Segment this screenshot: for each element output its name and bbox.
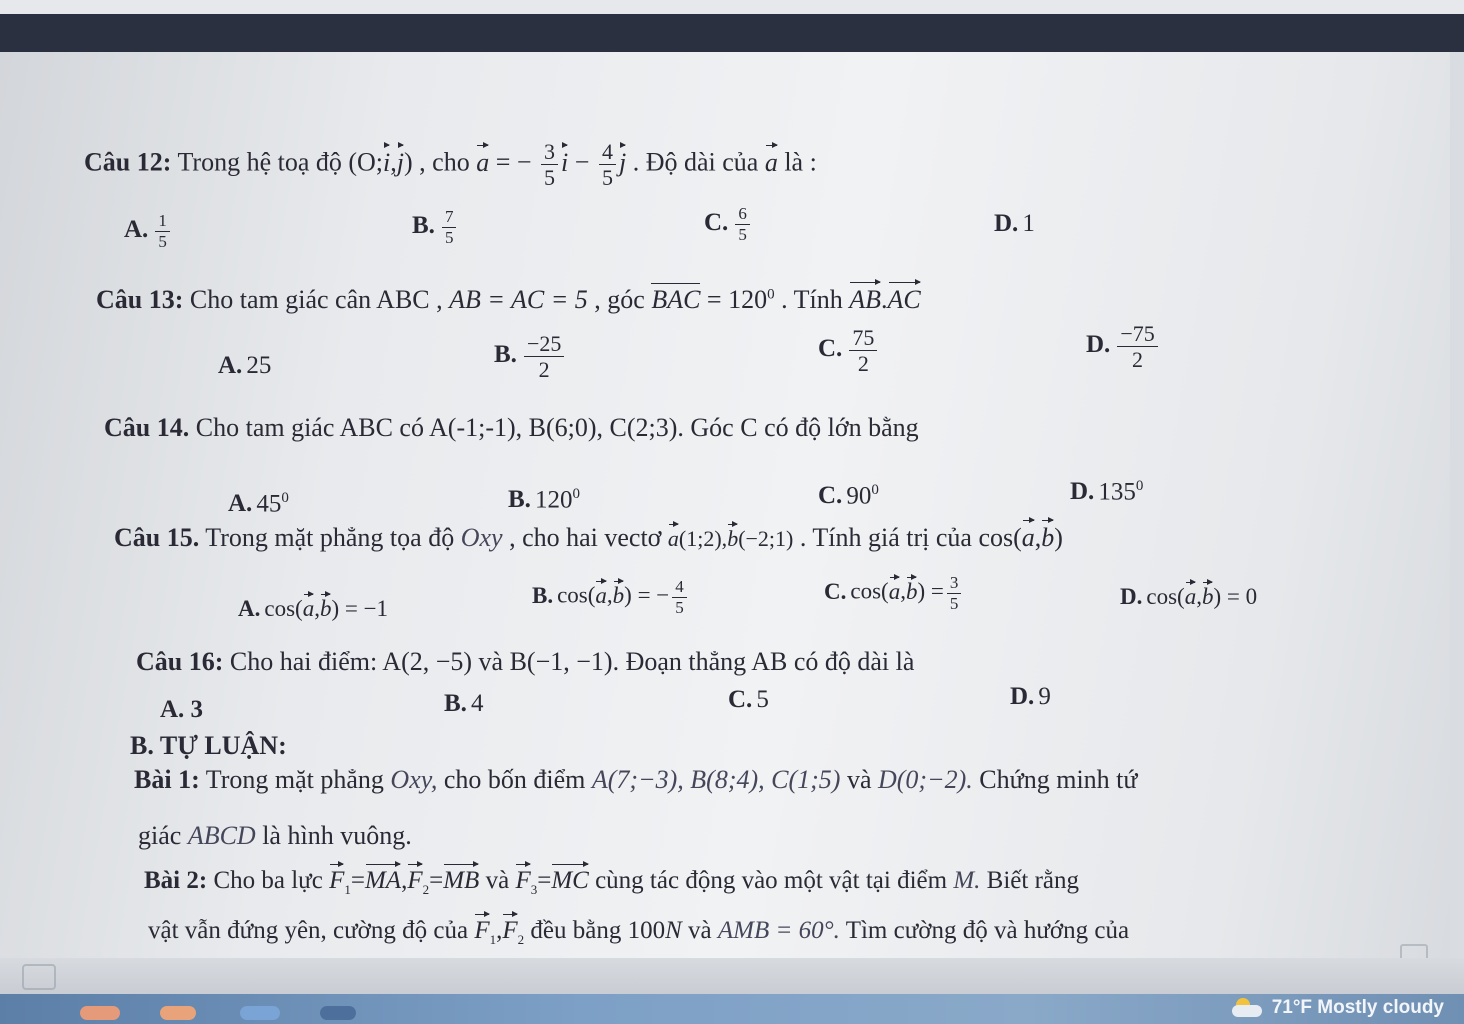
partly-cloudy-icon	[1232, 998, 1262, 1018]
vector-b: b	[1201, 584, 1214, 609]
option-value: ) = −1	[331, 596, 389, 621]
option-value: ) = 0	[1213, 584, 1258, 609]
question-text: , cho hai vectơ	[509, 523, 662, 552]
exercise-text: Cho ba lực	[213, 867, 323, 894]
cos-open: cos(	[264, 596, 303, 621]
question-text: . Tính giá trị của	[799, 523, 972, 552]
subscript: 1	[344, 882, 351, 897]
option-value: 4	[470, 690, 484, 717]
exercise-text: giác	[138, 821, 182, 850]
vector-j: j	[396, 147, 405, 177]
taskbar	[0, 994, 1464, 1024]
q14-option-d[interactable]	[1070, 478, 1143, 506]
q12-option-c[interactable]	[704, 205, 753, 244]
option-value: 25	[246, 352, 272, 379]
exercise-text: Biết rằng	[986, 867, 1079, 894]
option-value: 5	[756, 686, 769, 713]
numerator: 3	[541, 140, 558, 165]
force-f1: F	[474, 917, 490, 944]
degree-mark: 0	[281, 490, 289, 506]
option-label: B.	[412, 212, 435, 240]
exercise-label: Bài 2:	[144, 867, 208, 894]
q14-option-c[interactable]	[818, 482, 879, 510]
exercise-1-line-2	[138, 820, 412, 851]
cos-open: cos(	[1146, 584, 1185, 609]
option-label: C.	[704, 209, 729, 237]
q12-option-b[interactable]	[412, 208, 459, 247]
question-13	[96, 284, 921, 315]
degree-mark: 0	[871, 482, 879, 498]
denominator: 5	[444, 227, 454, 247]
vector-b: b	[612, 582, 625, 608]
fraction	[947, 574, 962, 613]
minus-sign: −	[574, 147, 590, 177]
comma: ,	[390, 147, 397, 177]
numerator: 7	[442, 208, 457, 228]
vector-a: a	[764, 147, 778, 177]
denominator: 5	[601, 165, 613, 191]
vector-a: a	[595, 582, 607, 608]
option-label: D.	[1086, 331, 1111, 359]
fraction	[599, 140, 616, 189]
quadrilateral-name: ABCD	[187, 821, 256, 850]
numerator: 1	[155, 212, 170, 232]
fraction	[672, 578, 687, 617]
comma: ,	[1034, 523, 1042, 552]
equals-sign: =	[350, 867, 365, 894]
point-m: M.	[953, 867, 981, 894]
comma: ,	[606, 582, 613, 608]
force-f2: F	[502, 917, 518, 944]
vector-a-coords: (1;2),	[678, 526, 728, 551]
q13-option-b[interactable]	[494, 332, 567, 381]
fraction	[1117, 322, 1157, 371]
vector-b-coords: (−2;1)	[738, 526, 794, 551]
dot-product: .	[881, 285, 888, 314]
force-f2: F	[407, 867, 423, 894]
comma: ,	[496, 917, 503, 944]
vector-a: a	[1021, 523, 1035, 552]
points-list: A(7;−3), B(8;4), C(1;5)	[591, 765, 841, 794]
exercise-2-line-1	[144, 866, 1079, 898]
question-text: . Độ dài của	[632, 147, 759, 177]
vector-definitions	[668, 526, 793, 551]
vector-i: i	[383, 147, 391, 177]
q13-option-c[interactable]	[818, 326, 880, 375]
cos-close: )	[1054, 523, 1063, 552]
numerator: 75	[849, 326, 877, 351]
equals-sign: =	[537, 867, 552, 894]
numerator: 6	[735, 205, 750, 225]
exercise-2-line-2	[148, 916, 1129, 948]
question-label: Câu 15.	[114, 523, 200, 552]
denominator: 5	[738, 224, 747, 244]
comma: ,	[401, 867, 408, 894]
exercise-text: và	[688, 917, 712, 944]
coordinate-system: Oxy,	[390, 765, 438, 794]
q16-option-c[interactable]	[728, 686, 769, 714]
q16-option-a[interactable]	[160, 696, 207, 724]
subscript: 2	[422, 882, 430, 897]
vector-a: a	[888, 578, 901, 604]
fraction	[541, 140, 558, 189]
question-label: Câu 14.	[104, 413, 190, 442]
option-label: B.	[508, 486, 531, 514]
option-label: A.	[124, 216, 149, 244]
q15-option-b[interactable]	[532, 578, 690, 617]
vector-a: a	[667, 526, 679, 551]
option-label: D.	[1010, 683, 1035, 710]
force-f1: F	[329, 867, 345, 894]
point-d: D(0;−2).	[878, 765, 973, 794]
vector-a: a	[476, 147, 490, 177]
question-14	[104, 412, 919, 443]
denominator: 2	[1132, 347, 1144, 373]
denominator: 2	[857, 351, 869, 377]
fraction	[849, 326, 877, 375]
frame-open: (O;	[348, 147, 384, 177]
option-label: C.	[818, 482, 843, 510]
q16-option-d[interactable]	[1010, 683, 1051, 711]
vector-b: b	[727, 526, 739, 551]
comma: ,	[1196, 584, 1202, 609]
denominator: 2	[538, 357, 550, 383]
question-text: . Tính	[781, 285, 843, 314]
comma: ,	[314, 596, 320, 621]
option-value: 135	[1098, 478, 1136, 506]
option-label: A.	[228, 490, 253, 518]
option-label: D.	[1070, 478, 1095, 506]
equals-sign: = −	[495, 147, 532, 177]
question-text: Trong mặt phẳng tọa độ	[205, 523, 455, 552]
question-text: , góc	[594, 285, 645, 314]
degree-mark: 0	[572, 486, 580, 502]
option-label: C.	[818, 335, 843, 363]
exercise-text: đều bằng 100	[530, 917, 666, 944]
question-text: Trong hệ toạ độ	[177, 147, 342, 177]
option-label: B.	[444, 690, 467, 717]
q13-option-d[interactable]	[1086, 322, 1161, 371]
taskbar-app-icon[interactable]	[80, 1006, 120, 1020]
coordinate-system: Oxy	[460, 523, 503, 552]
corner-window-icon[interactable]	[22, 964, 56, 990]
option-label: A.	[238, 596, 261, 621]
option-label: A.	[218, 352, 243, 379]
vector-a: a	[302, 596, 315, 621]
q16-option-b[interactable]	[444, 690, 483, 718]
question-16	[136, 646, 914, 677]
subscript: 1	[489, 932, 497, 947]
denominator: 5	[949, 593, 959, 613]
numerator: −25	[524, 332, 564, 357]
exercise-text: cùng tác động vào một vật tại điểm	[595, 867, 948, 894]
exercise-label: Bài 1:	[134, 765, 200, 794]
question-text: Cho hai điểm: A(2, −5) và B(−1, −1). Đoạn thẳng AB có độ dài là	[229, 647, 915, 676]
option-label: D.	[994, 210, 1019, 237]
option-label: B.	[532, 582, 554, 608]
option-label: B.	[494, 341, 517, 369]
vector-j: j	[618, 147, 627, 177]
cos-open: cos(	[978, 523, 1022, 552]
exercise-text: và	[846, 765, 872, 794]
subscript: 3	[530, 882, 538, 897]
angle-amb: AMB = 60°.	[717, 917, 840, 944]
question-text: ) , cho	[404, 147, 470, 177]
unit-newton: N	[665, 917, 682, 944]
fraction	[442, 208, 457, 247]
force-f3: F	[515, 867, 531, 894]
option-value: 45	[256, 490, 282, 518]
exercise-text: Trong mặt phẳng	[205, 765, 384, 794]
question-label: Câu 12:	[84, 147, 172, 177]
numerator: −75	[1117, 322, 1157, 347]
vector-i: i	[561, 147, 569, 177]
vector-ma: MA	[364, 867, 402, 894]
cos-open: cos(	[557, 582, 596, 608]
q15-option-c[interactable]	[824, 574, 964, 613]
denominator: 5	[675, 597, 684, 617]
bottom-strip	[0, 958, 1464, 994]
q12-option-a[interactable]	[124, 212, 173, 251]
exercise-text: và	[485, 867, 510, 894]
cos-open: cos(	[850, 578, 889, 604]
question-label: Câu 13:	[96, 285, 184, 314]
numerator: 4	[672, 578, 687, 598]
exercise-text: Chứng minh tứ	[979, 765, 1138, 794]
vector-ab: AB	[849, 285, 881, 314]
taskbar-app-icon[interactable]	[240, 1006, 280, 1020]
numerator: 3	[947, 574, 962, 594]
taskbar-app-icon[interactable]	[160, 1006, 196, 1020]
vector-b: b	[319, 596, 332, 621]
q14-option-a[interactable]	[228, 490, 289, 518]
fraction	[735, 205, 750, 244]
q14-option-b[interactable]	[508, 486, 580, 514]
comma: ,	[900, 578, 906, 604]
q15-option-d[interactable]	[1120, 584, 1257, 610]
option-value: ) = −	[624, 582, 670, 608]
exercise-text: cho bốn điểm	[443, 765, 586, 794]
equation: AB = AC = 5	[449, 285, 588, 314]
angle-bac: BAC	[651, 285, 701, 314]
option-value: 9	[1038, 683, 1051, 710]
exercise-text: là hình vuông.	[262, 821, 412, 850]
q13-option-a[interactable]	[218, 352, 271, 380]
weather-text: 71°F Mostly cloudy	[1271, 997, 1444, 1018]
exercise-text: Tìm cường độ và hướng của	[845, 917, 1130, 944]
weather-widget[interactable]	[1232, 997, 1444, 1019]
question-label: Câu 16:	[136, 647, 224, 676]
option-value: ) =	[917, 578, 944, 604]
vector-mb: MB	[443, 867, 480, 894]
option-value: 1	[1022, 210, 1035, 237]
exercise-text: vật vẫn đứng yên, cường độ của	[148, 917, 469, 944]
question-text: Cho tam giác cân ABC ,	[189, 285, 443, 314]
angle-value: = 120	[706, 285, 768, 314]
fraction	[524, 332, 564, 381]
equals-sign: =	[429, 867, 444, 894]
vector-mc: MC	[551, 867, 589, 894]
option-label: C.	[824, 578, 847, 604]
vector-ac: AC	[887, 285, 921, 314]
option-label: A. 3	[160, 696, 204, 723]
q15-option-a[interactable]	[238, 596, 388, 622]
question-15	[114, 522, 1063, 553]
option-value: 120	[534, 486, 573, 514]
degree-mark: 0	[767, 286, 775, 303]
fraction	[155, 212, 170, 251]
vector-a: a	[1184, 584, 1197, 609]
option-label: C.	[728, 686, 753, 713]
section-heading: B. TỰ LUẬN:	[130, 731, 287, 760]
numerator: 4	[599, 140, 616, 165]
option-value: 90	[846, 482, 872, 510]
q12-option-d[interactable]	[994, 210, 1035, 238]
top-border	[0, 0, 1464, 52]
question-12	[84, 140, 817, 189]
denominator: 5	[544, 165, 556, 191]
taskbar-app-icon[interactable]	[320, 1006, 356, 1020]
denominator: 5	[158, 231, 167, 251]
option-label: D.	[1120, 584, 1143, 609]
degree-mark: 0	[1135, 478, 1144, 494]
vector-b: b	[905, 578, 918, 604]
question-text: là :	[784, 147, 817, 177]
subscript: 2	[517, 932, 525, 947]
vector-b: b	[1041, 523, 1055, 552]
exercise-1-line-1	[134, 764, 1138, 795]
question-text: Cho tam giác ABC có A(-1;-1), B(6;0), C(2;3). Góc C có độ lớn bằng	[195, 413, 919, 442]
